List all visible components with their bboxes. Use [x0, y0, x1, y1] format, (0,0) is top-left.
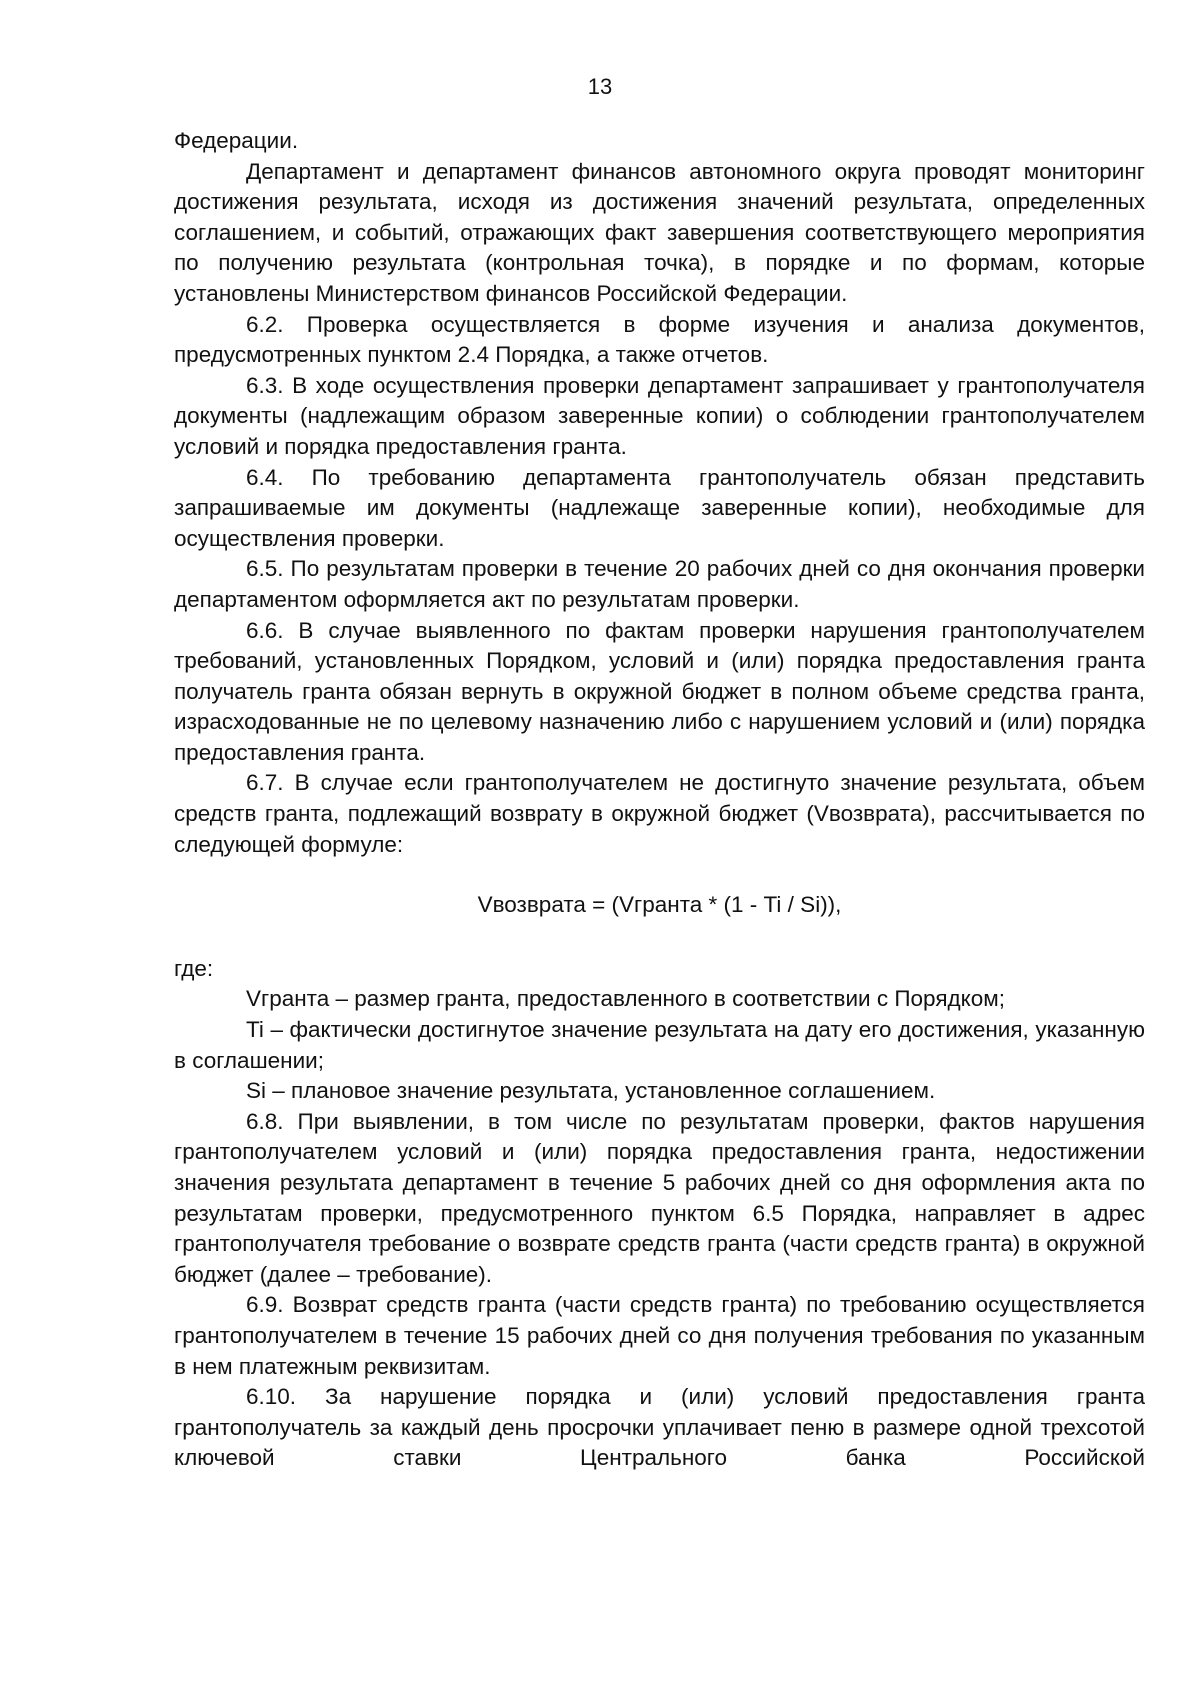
return-formula: Vвозврата = (Vгранта * (1 - Ti / Si)),: [477, 892, 842, 918]
definition-ti: Ti – фактически достигнутое значение результата на дату его достижения, указанную в соглашении;: [174, 1017, 1145, 1073]
paragraph-6-2: 6.2. Проверка осуществляется в форме изучения и анализа документов, предусмотренных пунктом 2.4 Порядка, а также отчетов.: [174, 311, 1145, 368]
paragraph-6-7: 6.7. В случае если грантополучателем не достигнуто значение результата, объем средств гранта, подлежащий возврату в окружной бюджет (Vвозврата), рассчитывается по следующей формуле:: [174, 770, 1145, 857]
paragraph-6-8: 6.8. При выявлении, в том числе по результатам проверки, фактов нарушения грантополучателем условий и (или) порядка предоставления гранта, недостижении значения результата департамент в течение 5 рабочих дней со дня оформления акта по результатам проверки, предусмотренного пунктом 6.5 Порядка, направляет в адрес грантополучателя требование о возврате средств гранта (части средств гранта) в окружной бюджет (далее – требование).: [174, 1108, 1145, 1287]
paragraph-6-5: 6.5. По результатам проверки в течение 20 рабочих дней со дня окончания проверки департаментом оформляется акт по результатам проверки.: [174, 556, 1145, 612]
document-body: [174, 126, 1145, 1474]
paragraph-6-10: 6.10. За нарушение порядка и (или) условий предоставления гранта грантополучатель за каждый день просрочки уплачивает пеню в размере одной трехсотой ключевой ставки Центрального банка Российской: [174, 1384, 1145, 1471]
definition-si: Si – плановое значение результата, установленное соглашением.: [246, 1078, 936, 1104]
paragraph-6-4: 6.4. По требованию департамента грантополучатель обязан представить запрашиваемые им документы (надлежаще заверенные копии), необходимые для осуществления проверки.: [174, 464, 1145, 551]
where-label: где:: [174, 955, 214, 981]
paragraph-6-6: 6.6. В случае выявленного по фактам проверки нарушения грантополучателем требований, установленных Порядком, условий и (или) порядка предоставления гранта получатель гранта обязан вернуть в окружной бюджет в полном объеме средства гранта, израсходованные не по целевому назначению либо с нарушением условий и (или) порядка предоставления гранта.: [174, 617, 1145, 765]
paragraph-6-3: 6.3. В ходе осуществления проверки департамент запрашивает у грантополучателя документы (надлежащим образом заверенные копии) о соблюдении грантополучателем условий и порядка предоставления гранта.: [174, 372, 1145, 459]
paragraph-6-9: 6.9. Возврат средств гранта (части средств гранта) по требованию осуществляется грантополучателем в течение 15 рабочих дней со дня получения требования по указанным в нем платежным реквизитам.: [174, 1292, 1145, 1379]
paragraph-monitoring: Департамент и департамент финансов автономного округа проводят мониторинг достижения результата, исходя из достижения значений результата, определенных соглашением, и событий, отражающих факт завершения соответствующего мероприятия по получению результата (контрольная точка), в порядке и по формам, которые установлены Министерством финансов Российской Федерации.: [174, 158, 1145, 306]
page-number: 13: [587, 74, 613, 99]
definition-vgranta: Vгранта – размер гранта, предоставленного в соответствии с Порядком;: [246, 986, 1005, 1012]
paragraph-continuation: Федерации.: [174, 128, 299, 153]
